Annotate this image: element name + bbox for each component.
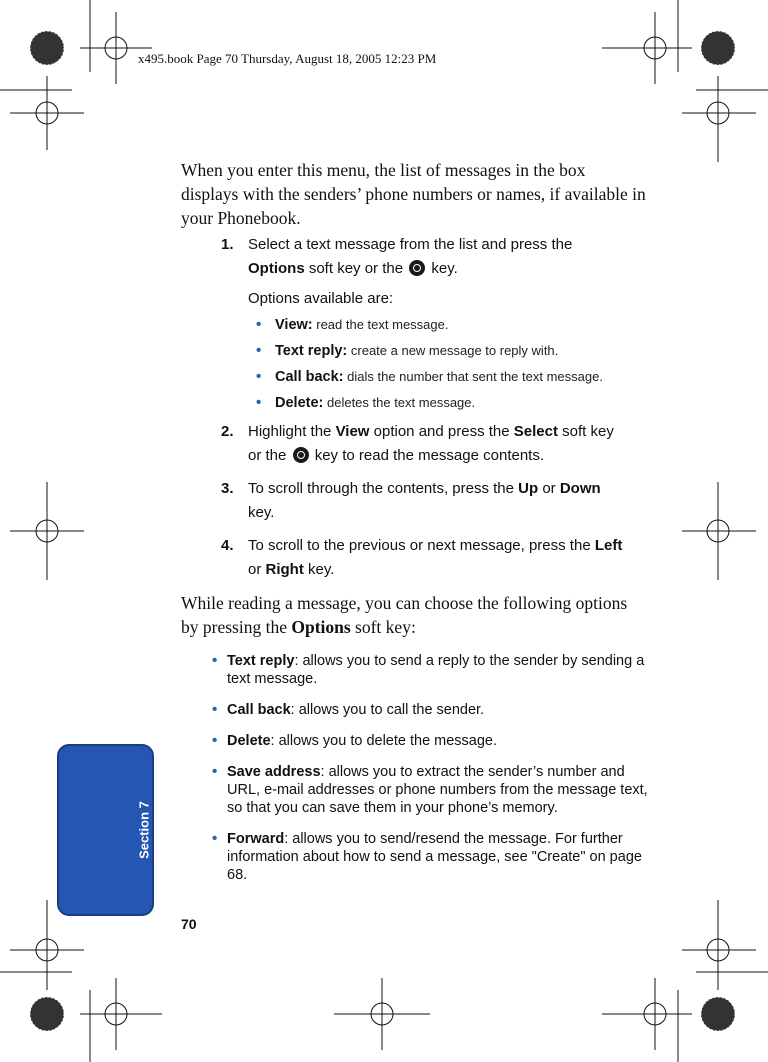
step-text: To scroll through the contents, press the Up or Down key. [248,480,601,521]
registration-mark-bottom-left [80,978,162,1050]
step-number: 2. [221,423,234,440]
sub-option-view: • View: read the text message. [256,316,449,333]
sub-option-text-reply: • Text reply: create a new message to reply with. [256,342,559,359]
intro-paragraph: When you enter this menu, the list of messages in the box displays with the senders’ phone numbers or names, if available in your Phonebook. [181,160,646,228]
step-number: 3. [221,480,234,497]
star-target-top-left [30,31,64,65]
star-target-bottom-left [30,997,64,1031]
step-number: 1. [221,236,234,253]
sub-option-delete: • Delete: deletes the text message. [256,394,476,411]
registration-mark-right-top [682,76,756,162]
center-key-icon [409,260,425,276]
center-key-icon [293,447,309,463]
registration-mark-left-mid [10,482,84,580]
registration-mark-right-bottom [682,900,756,990]
registration-mark-top-left [80,12,152,84]
registration-mark-bottom-center [334,978,430,1050]
step-text: Select a text message from the list and press the Options soft key or the key. [248,236,573,277]
registration-mark-right-mid [682,482,756,580]
book-file-header: x495.book Page 70 Thursday, August 18, 2005 12:23 PM [138,51,437,66]
options-intro: Options available are: [248,290,394,307]
registration-mark-left-top [10,76,84,150]
star-target-bottom-right [701,997,735,1031]
section-tab-label: Section 7 [136,801,152,859]
step-number: 4. [221,537,234,554]
page-number: 70 [181,916,197,932]
step-text: To scroll to the previous or next message, press the Left or Right key. [248,537,623,578]
sub-option-call-back: • Call back: dials the number that sent the text message. [256,368,603,385]
step-text: Highlight the View option and press the Select soft key or the key to read the message contents. [248,423,614,464]
star-target-top-right [701,31,735,65]
reading-paragraph: While reading a message, you can choose the following options by pressing the Options soft key: [181,593,628,637]
